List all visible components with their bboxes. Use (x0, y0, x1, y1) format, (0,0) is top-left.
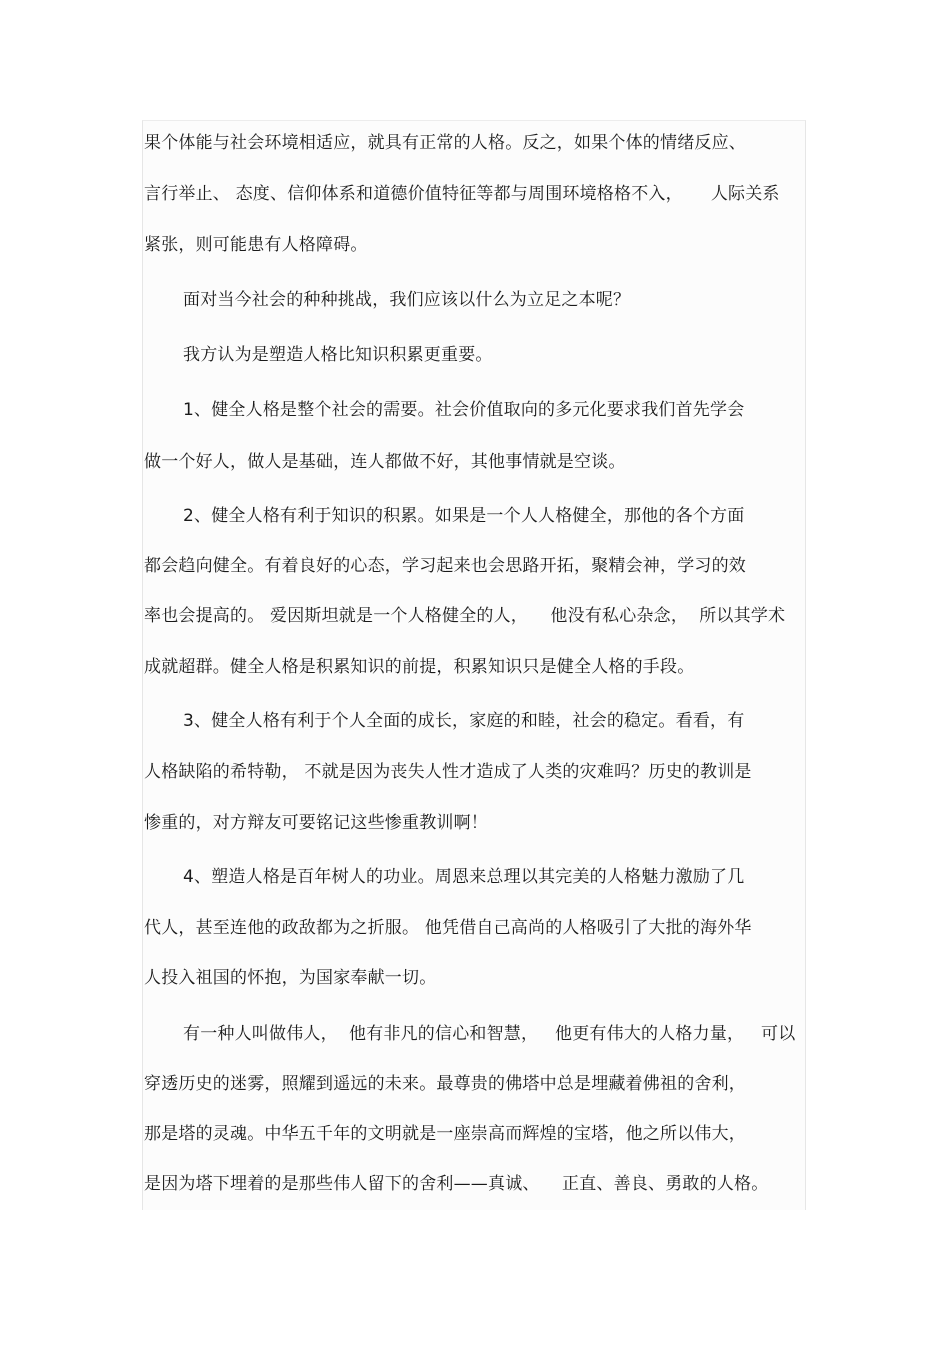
text-line: 做一个好人，做人是基础，连人都做不好，其他事情就是空谈。 (144, 452, 626, 472)
text-line: 紧张，则可能患有人格障碍。 (144, 235, 368, 255)
text-line: 言行举止、 态度、信仰体系和道德价值特征等都与周围环境格格不入， 人际关系 (144, 184, 780, 204)
text-line: 人格缺陷的希特勒， 不就是因为丧失人性才造成了人类的灾难吗？历史的教训是 (144, 762, 752, 782)
text-line: 惨重的，对方辩友可要铭记这些惨重教训啊！ (144, 813, 488, 833)
text-line: 率也会提高的。 爱因斯坦就是一个人格健全的人， 他没有私心杂念， 所以其学术 (144, 606, 786, 626)
paragraph-first-line: 面对当今社会的种种挑战，我们应该以什么为立足之本呢？ (183, 290, 631, 310)
text-line: 穿透历史的迷雾，照耀到遥远的未来。最尊贵的佛塔中总是埋藏着佛祖的舍利， (144, 1074, 746, 1094)
paragraph-first-line: 1、健全人格是整个社会的需要。社会价值取向的多元化要求我们首先学会 (183, 400, 745, 420)
paragraph-first-line: 3、健全人格有利于个人全面的成长，家庭的和睦，社会的稳定。看看，有 (183, 711, 745, 731)
paragraph-first-line: 2、健全人格有利于知识的积累。如果是一个人人格健全，那他的各个方面 (183, 506, 745, 526)
text-line: 人投入祖国的怀抱，为国家奉献一切。 (144, 968, 437, 988)
text-line: 成就超群。健全人格是积累知识的前提，积累知识只是健全人格的手段。 (144, 657, 695, 677)
text-line: 那是塔的灵魂。中华五千年的文明就是一座崇高而辉煌的宝塔，他之所以伟大， (144, 1124, 746, 1144)
text-line: 都会趋向健全。有着良好的心态，学习起来也会思路开拓，聚精会神，学习的效 (144, 556, 746, 576)
text-line: 是因为塔下埋着的是那些伟人留下的舍利——真诚、 正直、善良、勇敢的人格。 (144, 1174, 769, 1194)
text-line: 代人，甚至连他的政敌都为之折服。 他凭借自己高尚的人格吸引了大批的海外华 (144, 918, 752, 938)
paragraph-first-line: 有一种人叫做伟人， 他有非凡的信心和智慧， 他更有伟大的人格力量， 可以 (183, 1024, 796, 1044)
text-line: 果个体能与社会环境相适应，就具有正常的人格。反之，如果个体的情绪反应、 (144, 133, 746, 153)
paragraph-first-line: 我方认为是塑造人格比知识积累更重要。 (183, 345, 493, 365)
paragraph-first-line: 4、塑造人格是百年树人的功业。周恩来总理以其完美的人格魅力激励了几 (183, 867, 745, 887)
